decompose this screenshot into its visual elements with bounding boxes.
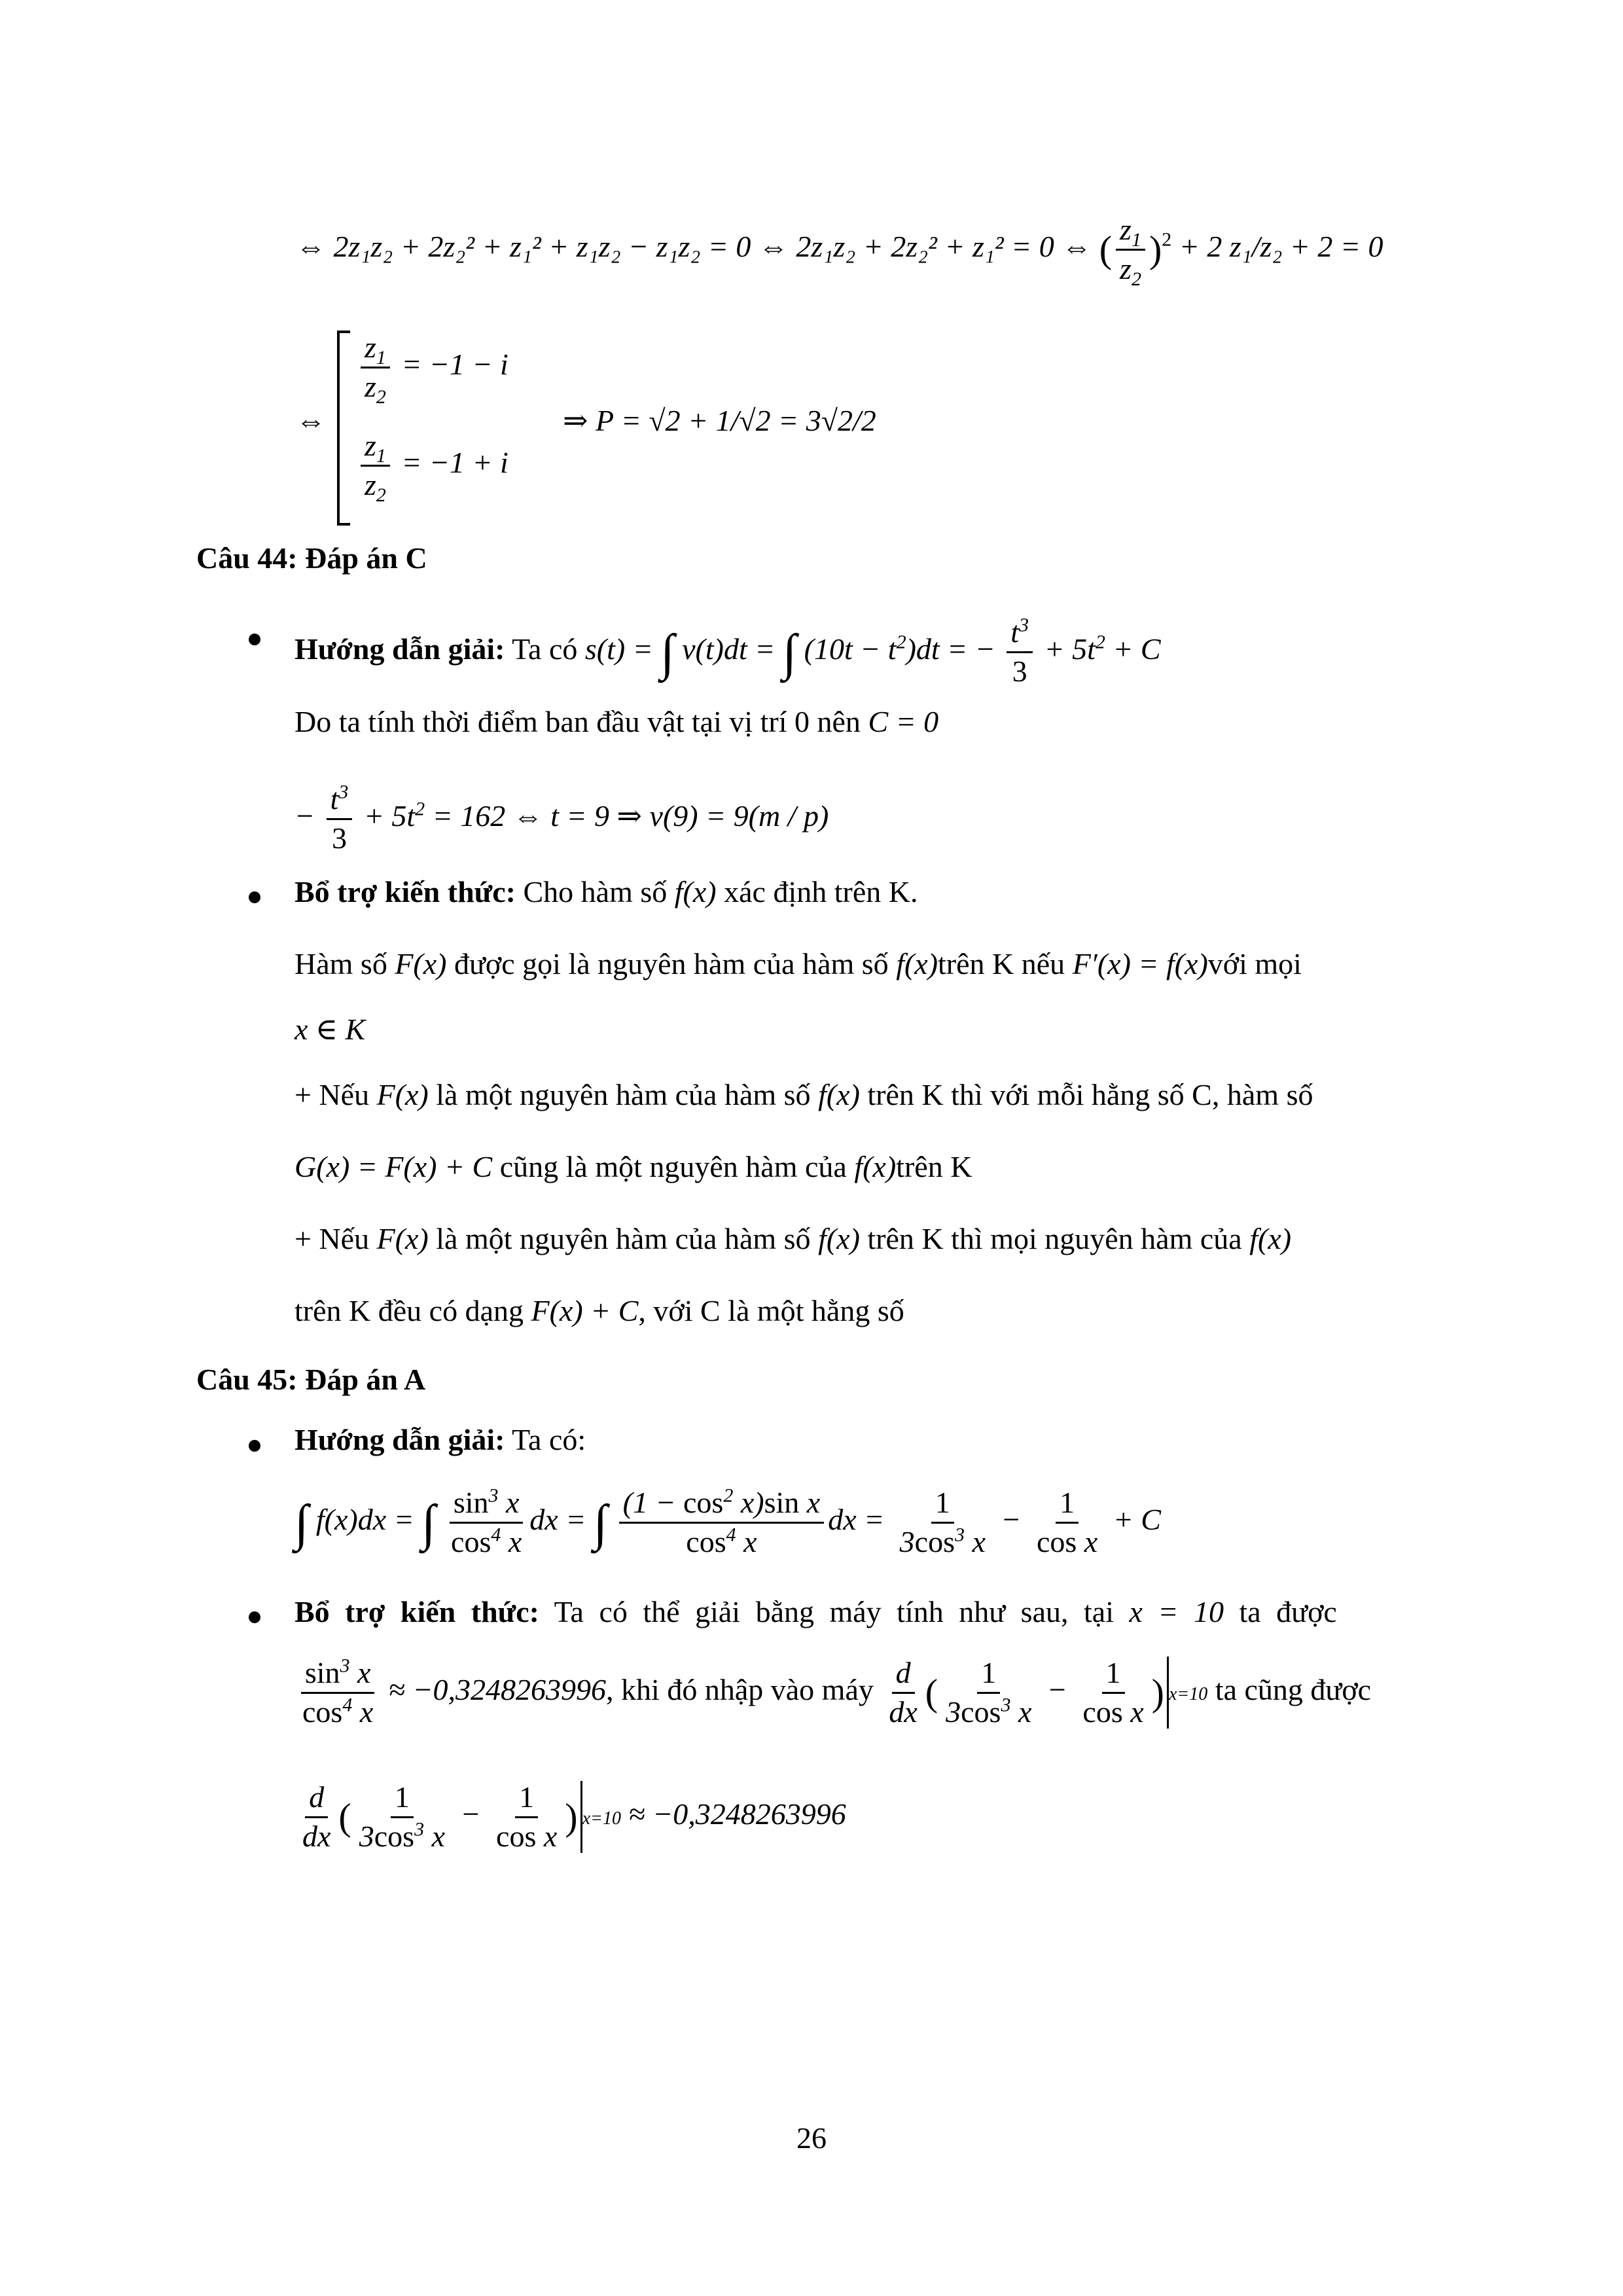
q44-initial-condition: Do ta tính thời điểm ban đầu vật tại vị trí 0 nên C = 0 <box>294 705 939 738</box>
q45-guide: Hướng dẫn giải: Ta có: <box>294 1423 586 1456</box>
q44-property-2: + Nếu F(x) là một nguyên hàm của hàm số f(x) trên K thì mọi nguyên hàm của f(x) <box>294 1222 1292 1255</box>
q45-derivative-result: $\frac{d}{dx}$ ( $\frac{1}{3\cos^3 x}$ − $\frac{1}{\text{cos x}}$ ) x=10 ≈ −0,3248263996 <box>302 1780 846 1853</box>
q45-support: Bổ trợ kiến thức: Ta có thể giải bằng máy tính như sau, tại x = 10 ta được <box>294 1595 1337 1628</box>
equation-chain: ⇔ 2z₁z₂ + 2z₂² + z₁² + z₁z₂ − z₁z₂ = 0 ⇔ 2z₁z₂ + 2z₂² + z₁² = 0 ⇔ ( $\frac{z_1}{z_2}$ )$^2$ + 2 z₁/z₂ + 2 = 0 <box>296 213 1383 291</box>
fraction-z1-z2: $\frac{z_1}{z_2}$ <box>1116 213 1145 287</box>
equation-chain-text: ⇔ 2z₁z₂ + 2z₂² + z₁² + z₁z₂ − z₁z₂ = 0 ⇔ 2z₁z₂ + 2z₂² + z₁² = 0 ⇔ <box>296 229 1092 263</box>
equiv-symbol: ⇔ <box>296 404 326 437</box>
q44-support: Bổ trợ kiến thức: Cho hàm số f(x) xác định trên K. <box>294 875 918 908</box>
q44-definition: Hàm số F(x) được gọi là nguyên hàm của hàm số f(x)trên K nếu F′(x) = f(x)với mọi <box>294 947 1302 980</box>
bullet-icon <box>249 634 260 645</box>
system-bracket: $\frac{z_1}{z_2}$ = −1 − i $\frac{z_1}{z_2}$ = −1 + i <box>337 331 553 520</box>
q44-solve: − $\frac{t^3}{3}$ + $5t^2 = 162$ ⇔ t = 9 ⇒ v(9) = 9(m / p) <box>294 781 829 855</box>
bullet-icon <box>249 1611 260 1623</box>
q44-domain: x ∈ K <box>294 1013 366 1046</box>
q45-approx-value-repeat: ≈ −0,3248263996 <box>628 1797 846 1831</box>
q44-heading: Câu 44: Đáp án C <box>196 541 427 575</box>
q44-guide: Hướng dẫn giải: Ta có s(t) = ∫ v(t)dt = ∫ $(10t - t^2)dt$ = − $\frac{t^3}{3}$ + $5t^2 + C$ <box>294 614 1161 688</box>
bullet-icon <box>249 1440 260 1452</box>
q45-heading: Câu 45: Đáp án A <box>196 1363 426 1396</box>
q44-property-1: + Nếu F(x) là một nguyên hàm của hàm số f(x) trên K thì với mỗi hằng số C, hàm số <box>294 1078 1313 1111</box>
q44-property-1-cont: G(x) = F(x) + C cũng là một nguyên hàm của f(x)trên K <box>294 1150 972 1183</box>
system-row-1: = −1 − i <box>401 347 508 381</box>
page-number: 26 <box>796 2121 827 2155</box>
q44-property-2-cont: trên K đều có dạng F(x) + C, với C là một hằng số <box>294 1294 904 1327</box>
q45-integral: ∫ f(x)dx = ∫ $\frac{\sin^3 x}{\cos^4 x}$ dx = ∫ $\frac{(1 - \cos^2 x)\sin x}{\cos^4 x}$ dx = $\frac{1}{3\cos^3 x}$ − $\frac{1}{\text{cos x}}$ + C <box>294 1484 1161 1558</box>
p-result: ⇒ P = √2 + 1/√2 = 3√2/2 <box>563 404 876 437</box>
system-row-2: = −1 + i <box>401 445 508 479</box>
q45-calculator-line: $\frac{\sin^3 x}{\cos^4 x}$ ≈ −0,3248263996, khi đó nhập vào máy $\frac{d}{dx}$ ( $\frac{1}{3\cos^3 x}$ − $\frac{1}{\text{cos x}}$ ) x=10 ta cũng được <box>294 1656 1371 1730</box>
bullet-icon <box>249 891 260 903</box>
equation-rhs: + 2 z₁/z₂ + 2 = 0 <box>1179 229 1383 263</box>
